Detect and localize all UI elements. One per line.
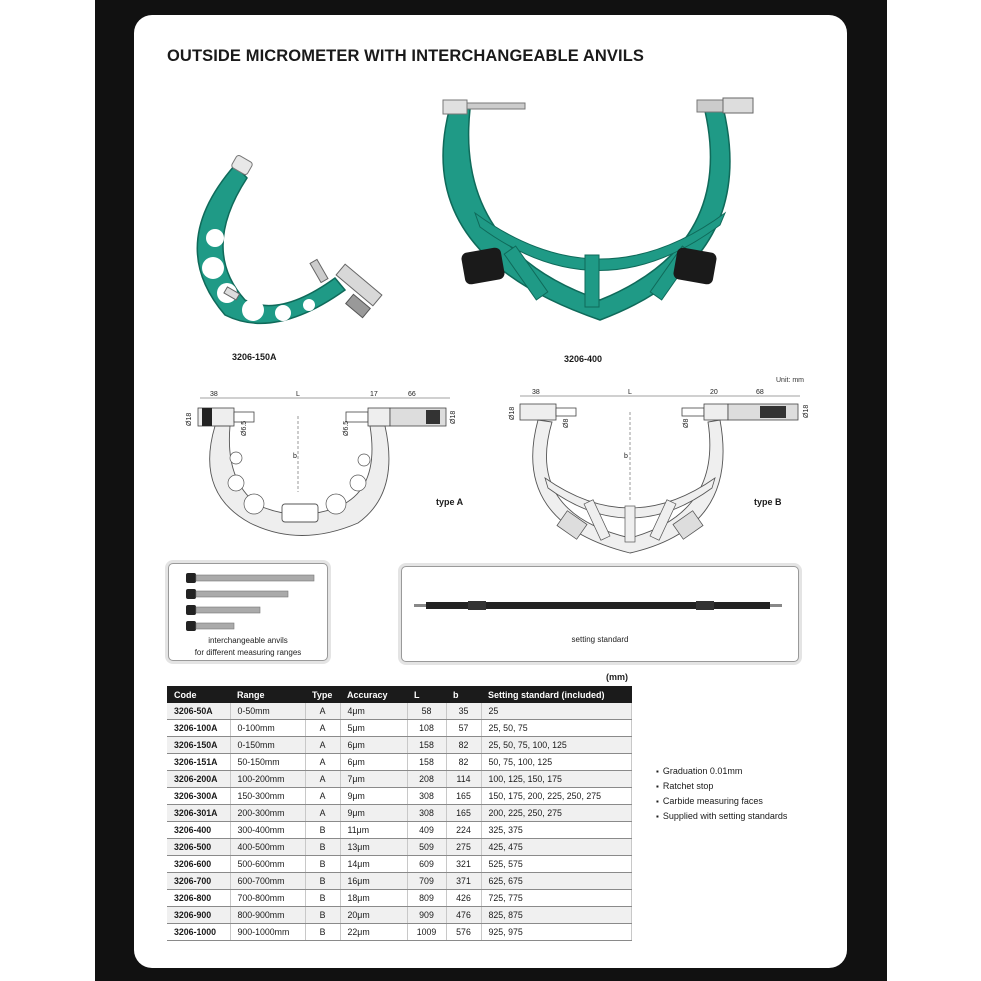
table-cell: A	[305, 703, 340, 720]
table-row	[167, 924, 632, 941]
table-cell: 50-150mm	[230, 754, 305, 771]
table-cell: 709	[407, 873, 446, 890]
dim-type-b-38: 38	[532, 389, 540, 396]
anvils-caption-line1: interchangeable anvils	[208, 636, 288, 645]
table-cell: 224	[446, 822, 481, 839]
header-b: b	[446, 686, 481, 703]
dim-type-b-dia-left: Ø18	[509, 406, 516, 420]
header-type: Type	[305, 686, 340, 703]
dim-type-b-20: 20	[710, 389, 718, 396]
table-cell: B	[305, 856, 340, 873]
table-cell: 9μm	[340, 788, 407, 805]
table-cell: 6μm	[340, 754, 407, 771]
table-cell: 3206-100A	[167, 720, 230, 737]
table-cell: 308	[407, 788, 446, 805]
table-cell: A	[305, 771, 340, 788]
dim-type-a-dia-spindle: Ø6.5	[343, 420, 350, 436]
dim-type-a-dia-right: Ø18	[450, 410, 457, 424]
table-cell: 525, 575	[481, 856, 632, 873]
dim-type-a-38: 38	[210, 391, 218, 398]
table-cell: A	[305, 720, 340, 737]
table-cell: 16μm	[340, 873, 407, 890]
table-cell: 3206-700	[167, 873, 230, 890]
anvils-illustration	[184, 570, 324, 634]
table-cell: 200-300mm	[230, 805, 305, 822]
anvils-caption	[176, 635, 320, 659]
diagram-type-b	[500, 388, 810, 558]
table-cell: 0-100mm	[230, 720, 305, 737]
unit-note: Unit: mm	[776, 377, 804, 384]
table-cell: 0-50mm	[230, 703, 305, 720]
table-cell: 576	[446, 924, 481, 941]
table-cell: 22μm	[340, 924, 407, 941]
table-cell: 308	[407, 805, 446, 822]
table-cell: 6μm	[340, 737, 407, 754]
table-row	[167, 839, 632, 856]
table-cell: 3206-900	[167, 907, 230, 924]
table-cell: 300-400mm	[230, 822, 305, 839]
dim-type-b-b: b	[624, 453, 628, 460]
header-code: Code	[167, 686, 230, 703]
diagram-type-a	[180, 388, 460, 548]
product-photo-3206-150A	[185, 150, 395, 340]
table-row	[167, 822, 632, 839]
table-cell: 14μm	[340, 856, 407, 873]
table-cell: B	[305, 890, 340, 907]
table-cell: 371	[446, 873, 481, 890]
table-cell: 20μm	[340, 907, 407, 924]
dim-type-a-b: b	[293, 453, 297, 460]
table-row	[167, 737, 632, 754]
table-cell: B	[305, 924, 340, 941]
table-cell: 3206-500	[167, 839, 230, 856]
product-label-right: 3206-400	[564, 354, 603, 364]
table-cell: 609	[407, 856, 446, 873]
table-row	[167, 856, 632, 873]
table-cell: 11μm	[340, 822, 407, 839]
table-row	[167, 771, 632, 788]
type-a-label: type A	[436, 497, 464, 507]
table-cell: 700-800mm	[230, 890, 305, 907]
table-cell: 625, 675	[481, 873, 632, 890]
table-cell: 200, 225, 250, 275	[481, 805, 632, 822]
table-cell: 114	[446, 771, 481, 788]
feature-item: ▪ Graduation 0.01mm	[656, 764, 787, 779]
table-cell: 25, 50, 75	[481, 720, 632, 737]
table-cell: 50, 75, 100, 125	[481, 754, 632, 771]
table-row	[167, 720, 632, 737]
dim-type-b-dia-right: Ø18	[803, 404, 810, 418]
table-row	[167, 788, 632, 805]
table-cell: 500-600mm	[230, 856, 305, 873]
page-title: OUTSIDE MICROMETER WITH INTERCHANGEABLE ANVILS	[167, 47, 644, 65]
table-row	[167, 907, 632, 924]
spec-table	[167, 686, 632, 941]
dim-type-b-68: 68	[756, 389, 764, 396]
setting-standard-illustration	[410, 596, 790, 616]
type-b-label: type B	[754, 497, 782, 507]
table-cell: 1009	[407, 924, 446, 941]
table-cell: 4μm	[340, 703, 407, 720]
table-header-row	[167, 686, 632, 703]
table-cell: 900-1000mm	[230, 924, 305, 941]
table-cell: 321	[446, 856, 481, 873]
header-range: Range	[230, 686, 305, 703]
table-cell: 150-300mm	[230, 788, 305, 805]
dim-type-a-dia-anvil: Ø6.5	[241, 420, 248, 436]
table-cell: 100, 125, 150, 175	[481, 771, 632, 788]
table-cell: A	[305, 754, 340, 771]
header-setting-standard: Setting standard (included)	[481, 686, 632, 703]
product-photo-3206-400	[435, 95, 770, 330]
anvils-caption-line2: for different measuring ranges	[194, 648, 302, 657]
table-cell: 5μm	[340, 720, 407, 737]
table-cell: 476	[446, 907, 481, 924]
dim-type-a-dia-left: Ø18	[186, 412, 193, 426]
table-cell: 509	[407, 839, 446, 856]
dim-type-a-66: 66	[408, 391, 416, 398]
feature-item: ▪ Supplied with setting standards	[656, 809, 787, 824]
table-cell: 35	[446, 703, 481, 720]
table-cell: 3206-600	[167, 856, 230, 873]
table-cell: 3206-300A	[167, 788, 230, 805]
table-cell: 3206-151A	[167, 754, 230, 771]
table-cell: 58	[407, 703, 446, 720]
feature-item: ▪ Carbide measuring faces	[656, 794, 787, 809]
table-cell: B	[305, 873, 340, 890]
table-cell: 13μm	[340, 839, 407, 856]
table-cell: 0-150mm	[230, 737, 305, 754]
table-cell: 165	[446, 788, 481, 805]
table-cell: 800-900mm	[230, 907, 305, 924]
table-cell: 57	[446, 720, 481, 737]
table-cell: 158	[407, 737, 446, 754]
table-row	[167, 890, 632, 907]
dim-type-b-L: L	[628, 389, 632, 396]
header-accuracy: Accuracy	[340, 686, 407, 703]
table-cell: A	[305, 805, 340, 822]
table-cell: B	[305, 907, 340, 924]
table-cell: 809	[407, 890, 446, 907]
table-cell: B	[305, 822, 340, 839]
table-cell: 3206-800	[167, 890, 230, 907]
table-cell: 108	[407, 720, 446, 737]
table-cell: 150, 175, 200, 225, 250, 275	[481, 788, 632, 805]
table-cell: 400-500mm	[230, 839, 305, 856]
table-cell: 158	[407, 754, 446, 771]
table-unit: (mm)	[606, 672, 628, 682]
table-cell: 9μm	[340, 805, 407, 822]
table-cell: 426	[446, 890, 481, 907]
table-cell: 3206-1000	[167, 924, 230, 941]
header-L: L	[407, 686, 446, 703]
table-cell: 3206-301A	[167, 805, 230, 822]
table-cell: 3206-150A	[167, 737, 230, 754]
table-cell: A	[305, 788, 340, 805]
table-cell: 909	[407, 907, 446, 924]
table-cell: 325, 375	[481, 822, 632, 839]
table-cell: 82	[446, 754, 481, 771]
table-cell: 725, 775	[481, 890, 632, 907]
table-cell: 18μm	[340, 890, 407, 907]
feature-list	[656, 764, 787, 824]
table-row	[167, 703, 632, 720]
table-cell: 7μm	[340, 771, 407, 788]
table-cell: 925, 975	[481, 924, 632, 941]
feature-item: ▪ Ratchet stop	[656, 779, 787, 794]
table-cell: 3206-400	[167, 822, 230, 839]
dim-type-b-dia-anvil: Ø8	[563, 418, 570, 428]
table-cell: 409	[407, 822, 446, 839]
table-cell: 3206-50A	[167, 703, 230, 720]
setting-standard-caption: setting standard	[571, 635, 629, 644]
table-cell: 425, 475	[481, 839, 632, 856]
dim-type-b-dia-spindle: Ø8	[683, 418, 690, 428]
table-cell: B	[305, 839, 340, 856]
dim-type-a-17: 17	[370, 391, 378, 398]
table-cell: 82	[446, 737, 481, 754]
table-cell: 100-200mm	[230, 771, 305, 788]
table-cell: 600-700mm	[230, 873, 305, 890]
table-row	[167, 805, 632, 822]
table-cell: 208	[407, 771, 446, 788]
table-cell: 825, 875	[481, 907, 632, 924]
dim-type-a-L: L	[296, 391, 300, 398]
table-cell: A	[305, 737, 340, 754]
table-cell: 25, 50, 75, 100, 125	[481, 737, 632, 754]
table-cell: 3206-200A	[167, 771, 230, 788]
table-cell: 275	[446, 839, 481, 856]
table-row	[167, 754, 632, 771]
product-label-left: 3206-150A	[232, 352, 277, 362]
table-cell: 165	[446, 805, 481, 822]
table-cell: 25	[481, 703, 632, 720]
table-row	[167, 873, 632, 890]
